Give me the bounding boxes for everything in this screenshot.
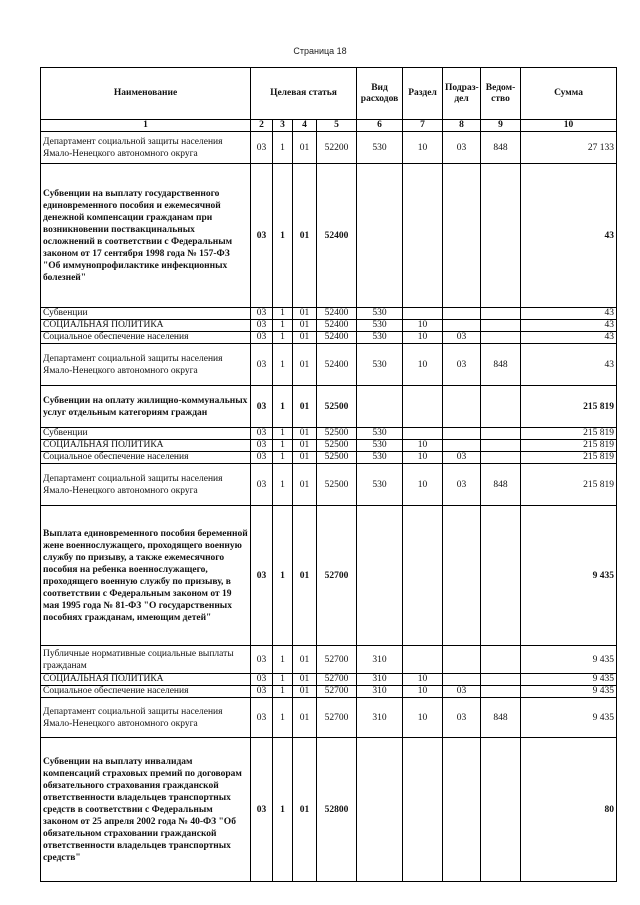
cell-razdel: 10 [403, 332, 443, 344]
col-num: 6 [357, 120, 403, 132]
cell-c2: 03 [251, 320, 273, 332]
cell-c5: 52400 [317, 164, 357, 308]
cell-podrazdel [443, 674, 481, 686]
cell-c3: 1 [273, 674, 293, 686]
row-name: Социальное обеспечение населения [41, 686, 251, 698]
cell-c5: 52500 [317, 440, 357, 452]
cell-c4: 01 [293, 164, 317, 308]
cell-c2: 03 [251, 738, 273, 882]
cell-c5: 52400 [317, 308, 357, 320]
cell-podrazdel: 03 [443, 332, 481, 344]
cell-razdel [403, 386, 443, 428]
table-row [41, 738, 617, 882]
cell-podrazdel: 03 [443, 344, 481, 386]
cell-vedomstvo [481, 428, 521, 440]
cell-c3: 1 [273, 132, 293, 164]
cell-c4: 01 [293, 686, 317, 698]
cell-podrazdel: 03 [443, 686, 481, 698]
cell-razdel [403, 738, 443, 882]
header-name: Наименование [41, 68, 251, 120]
row-name: СОЦИАЛЬНАЯ ПОЛИТИКА [41, 320, 251, 332]
cell-podrazdel [443, 320, 481, 332]
header-target: Целевая статья [251, 68, 357, 120]
cell-c5: 52500 [317, 464, 357, 506]
table-row [41, 308, 617, 320]
cell-podrazdel: 03 [443, 132, 481, 164]
cell-summa: 215 819 [521, 464, 617, 506]
cell-c3: 1 [273, 164, 293, 308]
cell-vid: 530 [357, 132, 403, 164]
cell-vid: 530 [357, 464, 403, 506]
header-razdel: Раздел [403, 68, 443, 120]
cell-c4: 01 [293, 386, 317, 428]
cell-c4: 01 [293, 428, 317, 440]
cell-razdel: 10 [403, 344, 443, 386]
row-name: Субвенции на выплату инвалидам компенсаций страховых премий по договорам обязательного страхования гражданской ответственности владельцев транспортных средств в соответствии с Федеральным законом от 25 апреля 2002 года № 40-ФЗ "Об обязательном страховании гражданской ответственности владельцев транспортных средств" [41, 738, 251, 882]
cell-c4: 01 [293, 464, 317, 506]
cell-c5: 52400 [317, 332, 357, 344]
cell-vid: 310 [357, 646, 403, 674]
cell-c4: 01 [293, 132, 317, 164]
cell-c2: 03 [251, 698, 273, 738]
cell-vedomstvo [481, 674, 521, 686]
cell-vedomstvo [481, 452, 521, 464]
cell-c3: 1 [273, 464, 293, 506]
table-row [41, 506, 617, 646]
cell-c5: 52200 [317, 132, 357, 164]
cell-c2: 03 [251, 132, 273, 164]
cell-podrazdel [443, 738, 481, 882]
cell-c5: 52500 [317, 428, 357, 440]
cell-c2: 03 [251, 428, 273, 440]
cell-vid: 530 [357, 428, 403, 440]
cell-c4: 01 [293, 738, 317, 882]
budget-table [40, 67, 617, 882]
cell-razdel: 10 [403, 452, 443, 464]
cell-c2: 03 [251, 440, 273, 452]
cell-c3: 1 [273, 646, 293, 674]
cell-c4: 01 [293, 320, 317, 332]
cell-c5: 52700 [317, 646, 357, 674]
cell-razdel: 10 [403, 440, 443, 452]
table-row [41, 428, 617, 440]
cell-c4: 01 [293, 452, 317, 464]
cell-razdel: 10 [403, 464, 443, 506]
cell-vid [357, 386, 403, 428]
cell-summa: 9 435 [521, 698, 617, 738]
cell-podrazdel [443, 164, 481, 308]
cell-podrazdel [443, 506, 481, 646]
table-row [41, 464, 617, 506]
cell-vid: 310 [357, 698, 403, 738]
cell-summa: 43 [521, 344, 617, 386]
header-row [41, 68, 617, 120]
cell-vedomstvo: 848 [481, 344, 521, 386]
col-num: 7 [403, 120, 443, 132]
cell-c5: 52700 [317, 686, 357, 698]
cell-razdel: 10 [403, 674, 443, 686]
cell-summa: 9 435 [521, 506, 617, 646]
cell-vedomstvo [481, 164, 521, 308]
cell-summa: 43 [521, 332, 617, 344]
cell-c4: 01 [293, 332, 317, 344]
row-name: СОЦИАЛЬНАЯ ПОЛИТИКА [41, 674, 251, 686]
table-row [41, 320, 617, 332]
cell-podrazdel [443, 440, 481, 452]
cell-summa: 215 819 [521, 428, 617, 440]
row-name: Публичные нормативные социальные выплаты гражданам [41, 646, 251, 674]
row-name: Субвенции на выплату государственного единовременного пособия и ежемесячной денежной компенсации гражданам при возникновении поствакцинальных осложнений в соответствии с Федеральным законом от 17 сентября 1998 года № 157-ФЗ "Об иммунопрофилактике инфекционных болезней" [41, 164, 251, 308]
cell-vid: 530 [357, 452, 403, 464]
cell-podrazdel [443, 308, 481, 320]
table-row [41, 440, 617, 452]
cell-vedomstvo [481, 686, 521, 698]
table-row [41, 132, 617, 164]
cell-c4: 01 [293, 646, 317, 674]
table-row [41, 344, 617, 386]
cell-c5: 52800 [317, 738, 357, 882]
header-podrazdel: Подраз- дел [443, 68, 481, 120]
table-row [41, 674, 617, 686]
cell-vedomstvo: 848 [481, 698, 521, 738]
cell-razdel: 10 [403, 698, 443, 738]
cell-razdel [403, 164, 443, 308]
cell-razdel: 10 [403, 320, 443, 332]
cell-c2: 03 [251, 332, 273, 344]
cell-podrazdel [443, 386, 481, 428]
cell-c2: 03 [251, 164, 273, 308]
row-name: Выплата единовременного пособия беременной жене военнослужащего, проходящего военную службу по призыву, а также ежемесячного пособия на ребенка военнослужащего, проходящего военную службу по призыву, в соответствии с Федеральным законом от 19 мая 1995 года № 81-ФЗ "О государственных пособиях гражданам, имеющим детей" [41, 506, 251, 646]
cell-c5: 52700 [317, 698, 357, 738]
col-num: 2 [251, 120, 273, 132]
cell-c2: 03 [251, 308, 273, 320]
cell-c5: 52400 [317, 344, 357, 386]
cell-c2: 03 [251, 646, 273, 674]
cell-c3: 1 [273, 320, 293, 332]
cell-vid: 310 [357, 674, 403, 686]
page-number: Страница 18 [293, 46, 347, 56]
cell-vedomstvo [481, 320, 521, 332]
cell-c5: 52400 [317, 320, 357, 332]
table-row [41, 698, 617, 738]
cell-vedomstvo [481, 308, 521, 320]
cell-vid [357, 506, 403, 646]
cell-c2: 03 [251, 344, 273, 386]
table-row [41, 164, 617, 308]
row-name: Социальное обеспечение населения [41, 452, 251, 464]
cell-vedomstvo: 848 [481, 132, 521, 164]
col-num: 1 [41, 120, 251, 132]
cell-vedomstvo [481, 386, 521, 428]
cell-c3: 1 [273, 308, 293, 320]
cell-razdel: 10 [403, 686, 443, 698]
cell-razdel: 10 [403, 132, 443, 164]
cell-c5: 52700 [317, 506, 357, 646]
cell-vedomstvo [481, 440, 521, 452]
column-number-row [41, 120, 617, 132]
cell-summa: 9 435 [521, 646, 617, 674]
cell-summa: 43 [521, 164, 617, 308]
cell-summa: 80 [521, 738, 617, 882]
cell-podrazdel [443, 646, 481, 674]
cell-c3: 1 [273, 344, 293, 386]
col-num: 4 [293, 120, 317, 132]
table-row [41, 686, 617, 698]
cell-summa: 215 819 [521, 440, 617, 452]
header-vedomstvo: Ведом- ство [481, 68, 521, 120]
cell-c3: 1 [273, 738, 293, 882]
cell-vedomstvo [481, 332, 521, 344]
col-num: 10 [521, 120, 617, 132]
cell-c4: 01 [293, 344, 317, 386]
table-row [41, 386, 617, 428]
cell-vedomstvo [481, 646, 521, 674]
header-vid: Вид расходов [357, 68, 403, 120]
table-row [41, 452, 617, 464]
cell-podrazdel: 03 [443, 464, 481, 506]
cell-summa: 43 [521, 320, 617, 332]
cell-c2: 03 [251, 686, 273, 698]
cell-c4: 01 [293, 440, 317, 452]
cell-c2: 03 [251, 464, 273, 506]
cell-vid: 530 [357, 440, 403, 452]
cell-vid: 530 [357, 320, 403, 332]
cell-vid: 310 [357, 686, 403, 698]
cell-c3: 1 [273, 440, 293, 452]
cell-c3: 1 [273, 452, 293, 464]
cell-podrazdel [443, 428, 481, 440]
table-row [41, 646, 617, 674]
row-name: Департамент социальной защиты населения Ямало-Ненецкого автономного округа [41, 698, 251, 738]
row-name: Субвенции [41, 308, 251, 320]
cell-vedomstvo [481, 738, 521, 882]
cell-c3: 1 [273, 332, 293, 344]
cell-razdel [403, 646, 443, 674]
cell-razdel [403, 506, 443, 646]
cell-c2: 03 [251, 506, 273, 646]
row-name: Департамент социальной защиты населения Ямало-Ненецкого автономного округа [41, 464, 251, 506]
cell-vedomstvo [481, 506, 521, 646]
cell-vid [357, 738, 403, 882]
cell-razdel [403, 308, 443, 320]
header-summa: Сумма [521, 68, 617, 120]
row-name: Субвенции на оплату жилищно-коммунальных услуг отдельным категориям граждан [41, 386, 251, 428]
cell-vedomstvo: 848 [481, 464, 521, 506]
cell-c2: 03 [251, 386, 273, 428]
col-num: 3 [273, 120, 293, 132]
cell-c2: 03 [251, 674, 273, 686]
col-num: 8 [443, 120, 481, 132]
cell-podrazdel: 03 [443, 452, 481, 464]
row-name: СОЦИАЛЬНАЯ ПОЛИТИКА [41, 440, 251, 452]
cell-c3: 1 [273, 506, 293, 646]
cell-summa: 215 819 [521, 452, 617, 464]
cell-vid: 530 [357, 344, 403, 386]
cell-summa: 9 435 [521, 674, 617, 686]
cell-summa: 9 435 [521, 686, 617, 698]
cell-c4: 01 [293, 308, 317, 320]
row-name: Субвенции [41, 428, 251, 440]
cell-c5: 52700 [317, 674, 357, 686]
cell-c4: 01 [293, 698, 317, 738]
cell-summa: 27 133 [521, 132, 617, 164]
cell-c5: 52500 [317, 386, 357, 428]
col-num: 9 [481, 120, 521, 132]
cell-vid: 530 [357, 332, 403, 344]
row-name: Департамент социальной защиты населения Ямало-Ненецкого автономного округа [41, 344, 251, 386]
cell-c4: 01 [293, 674, 317, 686]
cell-vid: 530 [357, 308, 403, 320]
cell-c3: 1 [273, 698, 293, 738]
cell-c3: 1 [273, 686, 293, 698]
cell-vid [357, 164, 403, 308]
cell-c3: 1 [273, 428, 293, 440]
row-name: Социальное обеспечение населения [41, 332, 251, 344]
row-name: Департамент социальной защиты населения Ямало-Ненецкого автономного округа [41, 132, 251, 164]
cell-c4: 01 [293, 506, 317, 646]
col-num: 5 [317, 120, 357, 132]
cell-summa: 215 819 [521, 386, 617, 428]
cell-c2: 03 [251, 452, 273, 464]
cell-razdel [403, 428, 443, 440]
cell-c5: 52500 [317, 452, 357, 464]
table-row [41, 332, 617, 344]
cell-c3: 1 [273, 386, 293, 428]
cell-summa: 43 [521, 308, 617, 320]
cell-podrazdel: 03 [443, 698, 481, 738]
